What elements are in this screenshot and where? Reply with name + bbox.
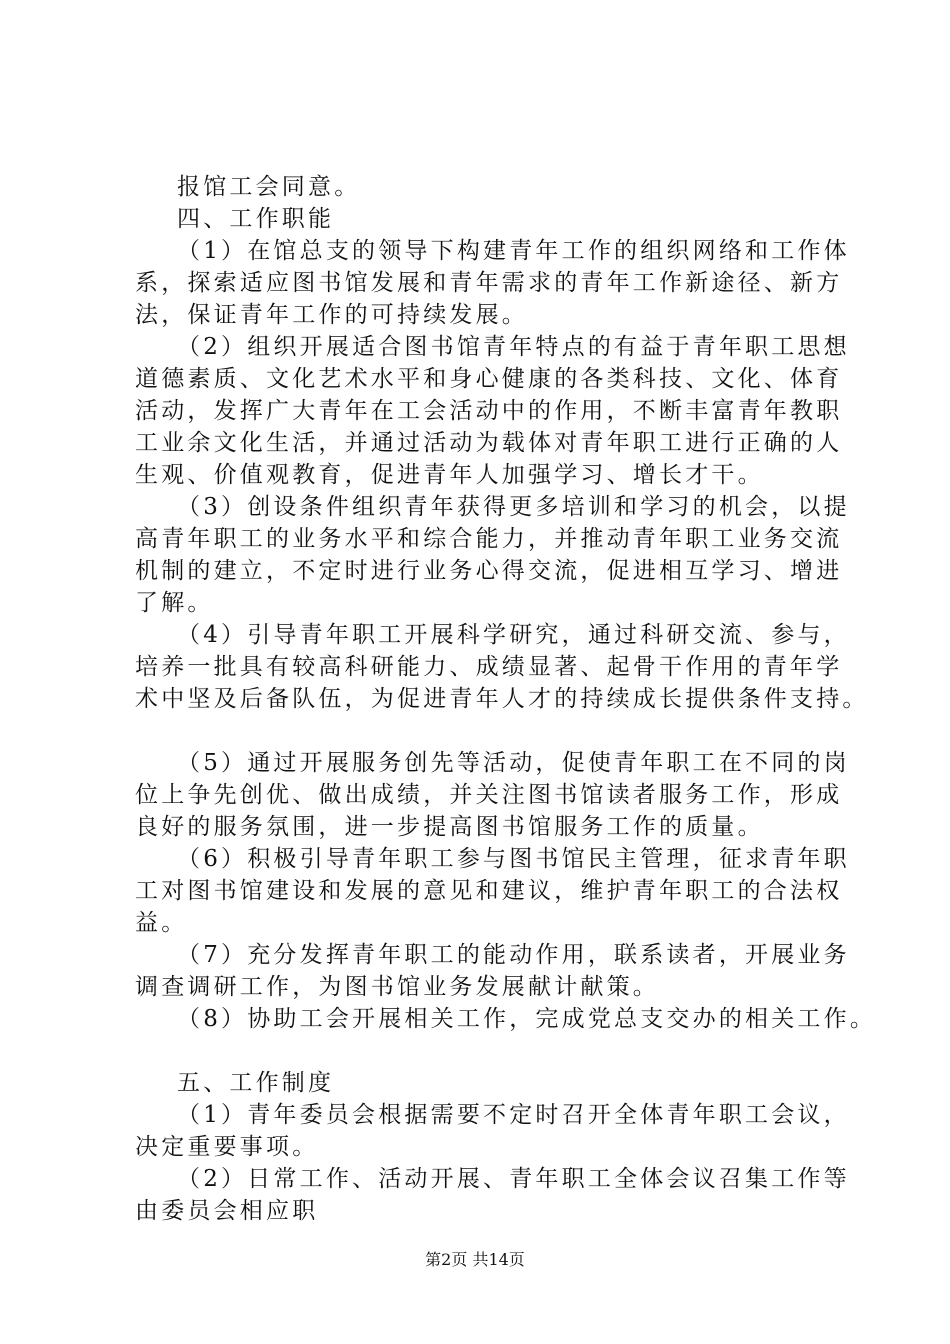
text-line: 活动，发挥广大青年在工会活动中的作用，不断丰富青年教职 [135, 398, 843, 424]
text-line: （2）组织开展适合图书馆青年特点的有益于青年职工思想 [177, 334, 850, 360]
text-line: （4）引导青年职工开展科学研究，通过科研交流、参与， [177, 622, 850, 648]
text-line: 生观、价值观教育，促进青年人加强学习、增长才干。 [135, 462, 764, 488]
text-line: 高青年职工的业务水平和综合能力，并推动青年职工业务交流 [135, 526, 843, 552]
text-line: 益。 [135, 910, 188, 936]
text-line: （7）充分发挥青年职工的能动作用，联系读者，开展业务 [177, 942, 850, 968]
text-line: 机制的建立，不定时进行业务心得交流，促进相互学习、增进 [135, 558, 843, 584]
text-line: 位上争先创优、做出成绩，并关注图书馆读者服务工作，形成 [135, 782, 843, 808]
text-line: 调查调研工作，为图书馆业务发展献计献策。 [135, 974, 659, 1000]
text-line: 工对图书馆建设和发展的意见和建议，维护青年职工的合法权 [135, 878, 843, 904]
text-line: 决定重要事项。 [135, 1134, 319, 1160]
text-line: 系，探索适应图书馆发展和青年需求的青年工作新途径、新方 [135, 270, 843, 296]
text-line: 道德素质、文化艺术水平和身心健康的各类科技、文化、体育 [135, 366, 843, 392]
text-line: （8）协助工会开展相关工作，完成党总支交办的相关工作。 [177, 1006, 877, 1032]
section-heading: 四、工作职能 [177, 206, 335, 232]
text-line: （2）日常工作、活动开展、青年职工全体会议召集工作等 [177, 1166, 850, 1192]
text-line: 工业余文化生活，并通过活动为载体对青年职工进行正确的人 [135, 430, 843, 456]
text-line: （5）通过开展服务创先等活动，促使青年职工在不同的岗 [177, 750, 850, 776]
text-line: 报馆工会同意。 [177, 174, 361, 200]
page-footer: 第2页 共14页 [425, 1250, 525, 1269]
text-line: （6）积极引导青年职工参与图书馆民主管理，征求青年职 [177, 846, 850, 872]
text-line: （3）创设条件组织青年获得更多培训和学习的机会，以提 [177, 494, 850, 520]
section-heading: 五、工作制度 [177, 1070, 335, 1096]
text-line: 良好的服务氛围，进一步提高图书馆服务工作的质量。 [135, 814, 764, 840]
text-line: 术中坚及后备队伍，为促进青年人才的持续成长提供条件支持。 [135, 686, 869, 712]
text-line: 培养一批具有较高科研能力、成绩显著、起骨干作用的青年学 [135, 654, 843, 680]
text-line: 了解。 [135, 590, 214, 616]
text-line: 法，保证青年工作的可持续发展。 [135, 302, 528, 328]
text-line: 由委员会相应职 [135, 1198, 319, 1224]
text-line: （1）在馆总支的领导下构建青年工作的组织网络和工作体 [177, 238, 850, 264]
text-line: （1）青年委员会根据需要不定时召开全体青年职工会议， [177, 1102, 850, 1128]
